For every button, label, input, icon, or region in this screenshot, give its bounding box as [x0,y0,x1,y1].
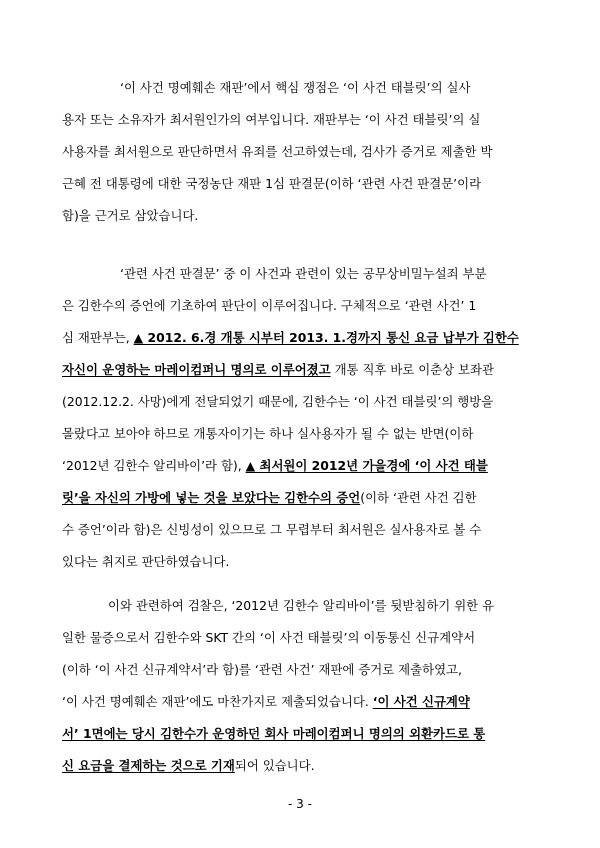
text-line [62,206,198,226]
text-line [62,110,536,130]
text-span: (이하 ‘이 사건 신규계약서’라 함)를 ‘관련 사건’ 재판에 증거로 제출하였고, [62,662,462,677]
text-span: 함)을 근거로 삼았습니다. [62,208,199,223]
page-number: - 3 - [288,797,312,811]
text-span: ‘이 사건 명예훼손 재판’에서 핵심 쟁점은 ‘이 사건 태블릿’의 실사 [120,80,471,95]
text-line [108,596,494,616]
text-span: ‘2012년 김한수 알리바이’라 함), [62,458,246,473]
text-line [62,660,536,680]
text-line [62,142,536,162]
emphasis-text: 릿’을 자신의 가방에 넣는 것을 보았다는 김한수의 증언 [62,490,361,505]
text-line [62,552,229,572]
text-line [120,264,487,284]
emphasis-text: 자신이 운영하는 마레이컴퍼니 명의로 이루어졌고 [62,362,331,377]
text-span: 몰랐다고 보아야 하므로 개통자이기는 하나 실사용자가 될 수 없는 반면(이하 [62,426,474,441]
text-line [62,692,470,712]
text-span: 수 증언’이라 함)은 신빙성이 있으므로 그 무렵부터 최서원은 실사용자로 볼 수 [62,522,482,537]
text-line [62,520,536,540]
text-span: (이하 ‘관련 사건 김한 [360,490,477,505]
emphasis-text: ▲ 2012. 6.경 개통 시부터 2013. 1.경까지 통신 요금 납부가 김한수 [133,330,519,345]
text-span: 있다는 취지로 판단하였습니다. [62,554,230,569]
text-line [62,628,536,648]
emphasis-text: 신 요금을 결제하는 것으로 기재 [62,758,235,773]
text-span: 심 재판부는, [62,330,134,345]
text-span: 일한 물증으로서 김한수와 SKT 간의 ‘이 사건 태블릿’의 이동통신 신규계약서 [62,630,476,645]
text-span: 사용자를 최서원으로 판단하면서 유죄를 선고하였는데, 검사가 증거로 제출한 박 [62,144,493,159]
text-line [62,488,477,508]
text-span: (2012.12.2. 사망)에게 전달되었기 때문에, 김한수는 ‘이 사건 태블릿’의 행방을 [62,394,494,409]
text-line [62,724,536,744]
text-line [62,756,315,776]
text-span: 이와 관련하여 검찰은, ‘2012년 김한수 알리바이’를 뒷받침하기 위한 유 [108,598,495,613]
text-span: 용자 또는 소유자가 최서원인가의 여부입니다. 재판부는 ‘이 사건 태블릿’의 실 [62,112,481,127]
text-span: ‘이 사건 명예훼손 재판’에도 마찬가지로 제출되었습니다. [62,694,373,709]
text-span: 근혜 전 대통령에 대한 국정농단 재판 1심 판결문(이하 ‘관련 사건 판결문’이라 [62,176,482,191]
text-line [62,328,519,348]
text-line [62,424,536,444]
text-span: 되어 있습니다. [234,758,315,773]
emphasis-text: ▲ 최서원이 2012년 가을경에 ‘이 사건 태블 [245,458,488,473]
text-span: 은 김한수의 증언에 기초하여 판단이 이루어집니다. 구체적으로 ‘관련 사건’ 1 [62,298,477,313]
text-line [62,174,536,194]
text-span: ‘관련 사건 판결문’ 중 이 사건과 관련이 있는 공무상비밀누설죄 부분 [120,266,487,281]
text-line [62,392,536,412]
text-line [62,360,494,380]
text-line [120,78,470,98]
emphasis-text: 서’ 1면에는 당시 김한수가 운영하던 회사 마레이컴퍼니 명의의 외환카드로 통 [62,726,486,741]
text-line [62,296,536,316]
emphasis-text: ‘이 사건 신규계약 [372,694,470,709]
text-line [62,456,488,476]
text-span: 개통 직후 바로 이춘상 보좌관 [330,362,494,377]
